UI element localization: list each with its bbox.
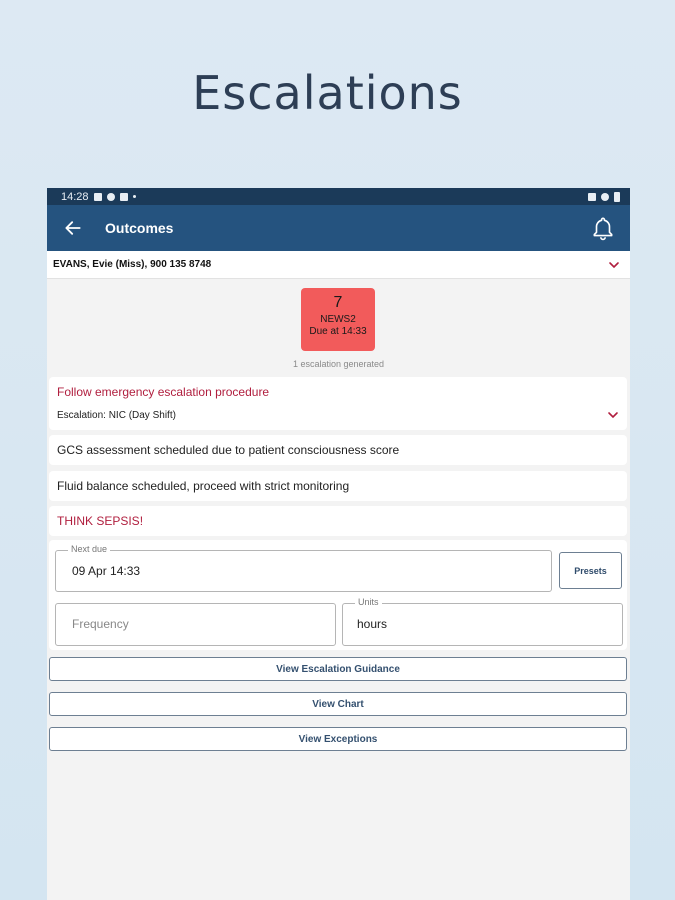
units-field[interactable] — [342, 597, 623, 646]
next-due-label: Next due — [68, 544, 110, 554]
frequency-placeholder: Frequency — [72, 617, 129, 631]
view-chart-button[interactable]: View Chart — [49, 692, 627, 716]
escalation-level: Escalation: NIC (Day Shift) — [57, 410, 176, 421]
emergency-escalation-title: Follow emergency escalation procedure — [57, 385, 270, 399]
app-bar — [47, 205, 630, 251]
score-label: NEWS2 — [320, 314, 356, 325]
patient-label: EVANS, Evie (Miss), 900 135 8748 — [53, 259, 212, 270]
chevron-down-icon[interactable] — [607, 409, 619, 421]
dot-icon — [133, 195, 136, 198]
fluid-balance-text: Fluid balance scheduled, proceed with strict monitoring — [57, 479, 350, 493]
sync-icon — [107, 193, 115, 201]
units-label: Units — [355, 597, 382, 607]
escalation-count: 1 escalation generated — [292, 359, 385, 369]
view-escalation-guidance-button[interactable]: View Escalation Guidance — [49, 657, 627, 681]
frequency-field[interactable] — [55, 603, 336, 646]
device-screen — [47, 188, 630, 900]
presets-button[interactable]: Presets — [559, 552, 622, 589]
schedule-form — [49, 540, 627, 650]
status-bar — [47, 188, 630, 205]
emergency-escalation-card[interactable] — [49, 377, 627, 430]
page-title: Escalations — [192, 66, 463, 120]
bell-icon[interactable] — [590, 215, 616, 241]
news2-score-badge — [301, 288, 375, 351]
chevron-down-icon[interactable] — [608, 259, 620, 271]
sepsis-card — [49, 506, 627, 536]
battery-icon — [614, 192, 620, 202]
mute-icon — [588, 193, 596, 201]
status-time: 14:28 — [61, 190, 89, 203]
score-due: Due at 14:33 — [309, 326, 367, 337]
view-exceptions-button[interactable]: View Exceptions — [49, 727, 627, 751]
patient-selector[interactable] — [47, 251, 630, 279]
gcs-card — [49, 435, 627, 465]
fluid-balance-card — [49, 471, 627, 501]
app-bar-title: Outcomes — [105, 220, 174, 236]
image-icon — [94, 193, 102, 201]
score-value: 7 — [333, 294, 343, 311]
gcs-text: GCS assessment scheduled due to patient consciousness score — [57, 443, 400, 457]
back-arrow-icon[interactable] — [63, 218, 83, 238]
calendar-icon — [120, 193, 128, 201]
next-due-value: 09 Apr 14:33 — [72, 564, 141, 578]
units-value: hours — [357, 617, 388, 631]
wifi-icon — [601, 193, 609, 201]
sepsis-text: THINK SEPSIS! — [57, 514, 144, 528]
next-due-field[interactable] — [55, 544, 552, 592]
